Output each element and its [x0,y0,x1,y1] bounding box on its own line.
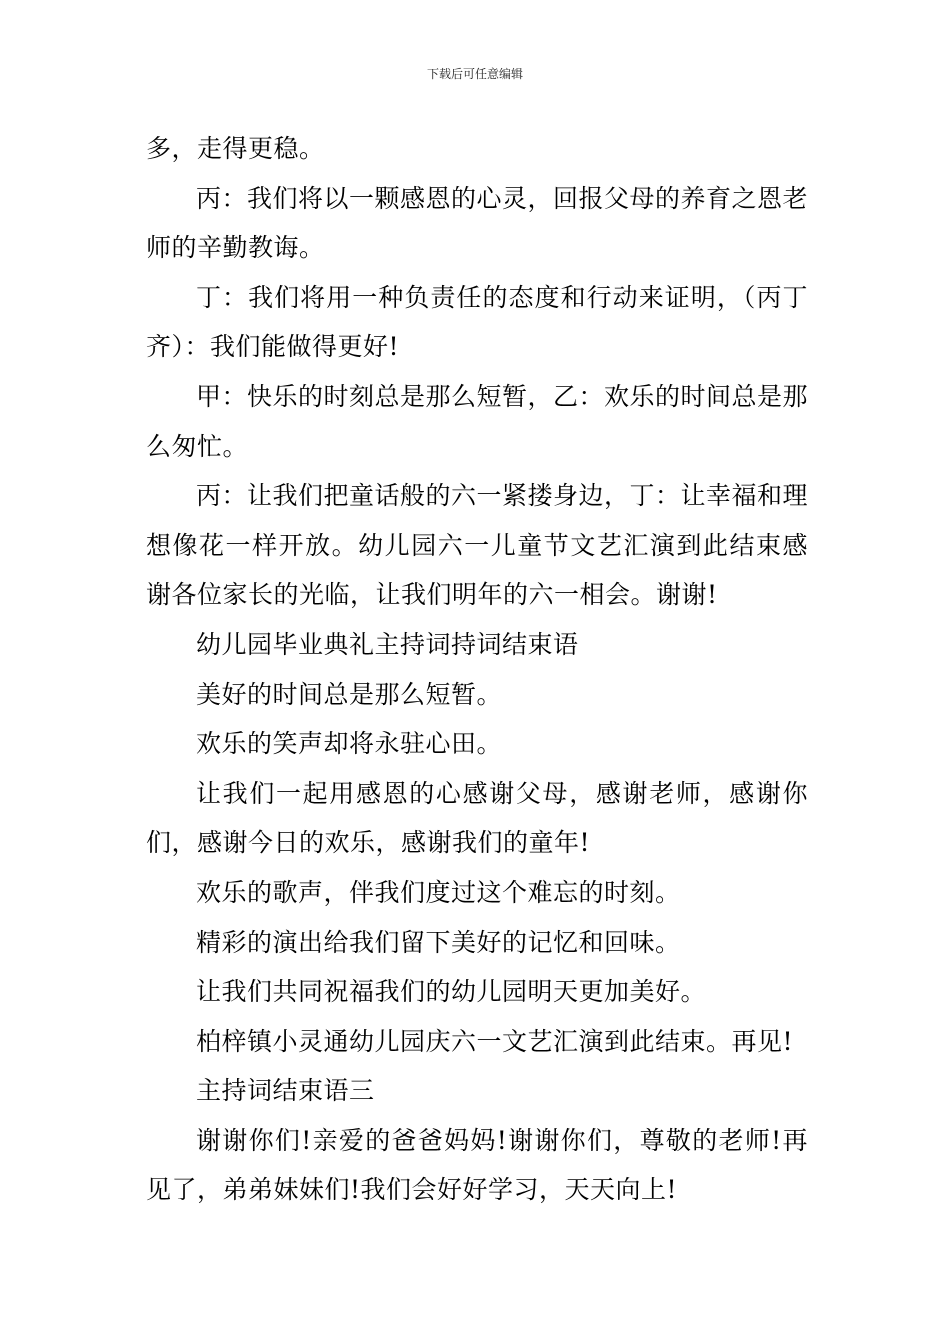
paragraph: 让我们共同祝福我们的幼儿园明天更加美好。 [196,977,707,1007]
paragraph: 欢乐的歌声，伴我们度过这个难忘的时刻。 [196,877,681,907]
paragraph: 丙：让我们把童话般的六一紧搂身边，丁：让幸福和理想像花一样开放。幼儿园六一儿童节文艺汇演到此结束感谢各位家长的光临，让我们明年的六一相会。谢谢! [146,481,809,610]
paragraph: 谢谢你们!亲爱的爸爸妈妈!谢谢你们，尊敬的老师!再见了，弟弟妹妹们!我们会好好学习，天天向上! [146,1125,808,1205]
paragraph: 多，走得更稳。 [146,134,325,163]
paragraph: 精彩的演出给我们留下美好的记忆和回味。 [196,927,681,957]
paragraph: 欢乐的笑声却将永驻心田。 [196,729,503,759]
paragraph: 甲：快乐的时刻总是那么短暂，乙：欢乐的时间总是那么匆忙。 [146,381,809,461]
section-heading: 主持词结束语三 [196,1076,375,1106]
document-body [146,124,808,1215]
section-heading: 幼儿园毕业典礼主持词持词结束语 [196,629,579,659]
paragraph: 柏梓镇小灵通幼儿园庆六一文艺汇演到此结束。再见! [196,1026,794,1056]
paragraph: 让我们一起用感恩的心感谢父母，感谢老师，感谢你们，感谢今日的欢乐，感谢我们的童年! [146,778,808,858]
paragraph: 美好的时间总是那么短暂。 [196,679,503,709]
page-header: 下载后可任意编辑 [426,67,523,81]
paragraph: 丙：我们将以一颗感恩的心灵，回报父母的养育之恩老师的辛勤教诲。 [146,183,809,263]
paragraph: 丁：我们将用一种负责任的态度和行动来证明，（丙丁齐）：我们能做得更好! [146,282,808,362]
